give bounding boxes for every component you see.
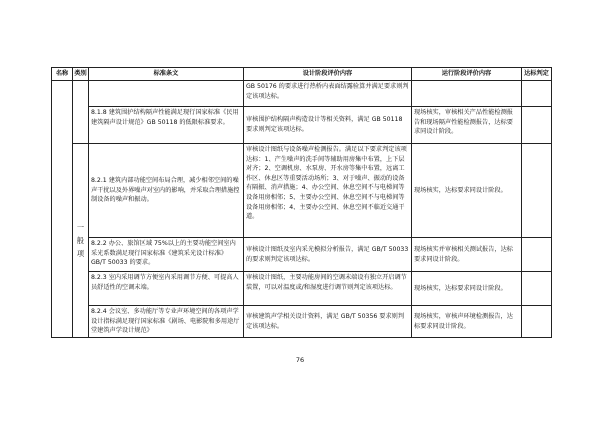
table-row [52,238,552,272]
design-cell: 审核建筑声学相关设计资料，满足 GB/T 50356 要求则判定该项达标。 [244,306,412,338]
page-number: 76 [295,356,305,364]
compliance-cell [522,81,552,107]
header-design-eval: 设计阶段评价内容 [244,68,412,81]
design-cell: 审核设计图纸，主要功能房间的空调末端设有独立开启调节装置，可以对温度或/和湿度进行调节则判定该项达标。 [244,272,412,306]
standard-cell [89,81,244,107]
category-char: 一 [76,223,85,232]
operation-cell: 现场核实，审核相关产品性能检测报告和现场隔声性能检测报告，达标要求同设计阶段。 [412,107,522,144]
compliance-cell [522,272,552,306]
design-cell: 审核设计图纸及室内采光模拟分析报告，满足 GB/T 50033 的要求则判定该项达标。 [244,238,412,272]
operation-cell: 现场核实，达标要求同设计阶段。 [412,272,522,306]
header-compliance: 达标判定 [522,68,552,81]
category-general [73,144,89,338]
standard-cell: 8.2.2 办公、旅馆区域 75%以上的主要功能空间室内采光系数满足现行国家标准《建筑采光设计标准》GB/T 50033 的要求。 [89,238,244,272]
header-name: 名称 [52,68,73,81]
evaluation-table [51,67,552,338]
compliance-cell [522,144,552,238]
category-char: 般 [76,236,85,245]
header-operation-eval: 运行阶段评价内容 [412,68,522,81]
operation-cell: 现场核实，达标要求同设计阶段。 [412,144,522,238]
compliance-cell [522,107,552,144]
table-row [52,144,552,238]
name-cell [52,81,73,338]
compliance-cell [522,238,552,272]
design-cell: 审核设计图纸与设备噪声检测报告。满足以下要求判定该项达标：1、产生噪声的洗手间等辅助用房集中布置，上下层对齐；2、空调机房、水泵房、开水房等集中布置，远离工作区、休息区等重要活动场所；3、对于噪声、振动的设备有隔振、消声措施；4、办公空间、休息空间不与电梯间等设备用房相邻；5、主要办公空间、休息空间不与电梯间等设备用房相邻；4、主要办公空间、休息空间不临近交通干道。 [244,144,412,238]
standard-cell: 8.1.8 建筑围护结构隔声性能满足现行国家标准《民用建筑隔声设计规范》GB 50118 的低限标准要求。 [89,107,244,144]
table-header-row [52,68,552,81]
category-char: 项 [76,249,85,258]
header-standard: 标准条文 [89,68,244,81]
operation-cell [412,81,522,107]
operation-cell: 现场核实并审核相关测试报告，达标要求同设计阶段。 [412,238,522,272]
operation-cell: 现场核实，审核声环境检测报告，达标要求同设计阶段。 [412,306,522,338]
compliance-cell [522,306,552,338]
header-category: 类别 [73,68,89,81]
category-cell-upper [73,81,89,144]
table-row [52,272,552,306]
table-row [52,306,552,338]
standard-cell: 8.2.1 建筑内部功能空间布局合理，减少相邻空间的噪声干扰以及外界噪声对室内的影响，并采取合理措施控制设备的噪声和振动。 [89,144,244,238]
standard-cell: 8.2.4 会议室、多功能厅等专业声环境空间的各项声学设计指标满足现行国家标准《剧场、电影院和多用途厅堂建筑声学设计规范》 [89,306,244,338]
table-row [52,107,552,144]
standard-cell: 8.2.3 室内采用调节方便室内采用调节方便、可提高人员舒适性的空调末端。 [89,272,244,306]
design-cell: GB 50176 的要求进行热桥内表面结露验算并满足要求则判定该项达标。 [244,81,412,107]
design-cell: 审核围护结构隔声构造设计等相关资料，满足 GB 50118 要求则判定该项达标。 [244,107,412,144]
table-row [52,81,552,107]
